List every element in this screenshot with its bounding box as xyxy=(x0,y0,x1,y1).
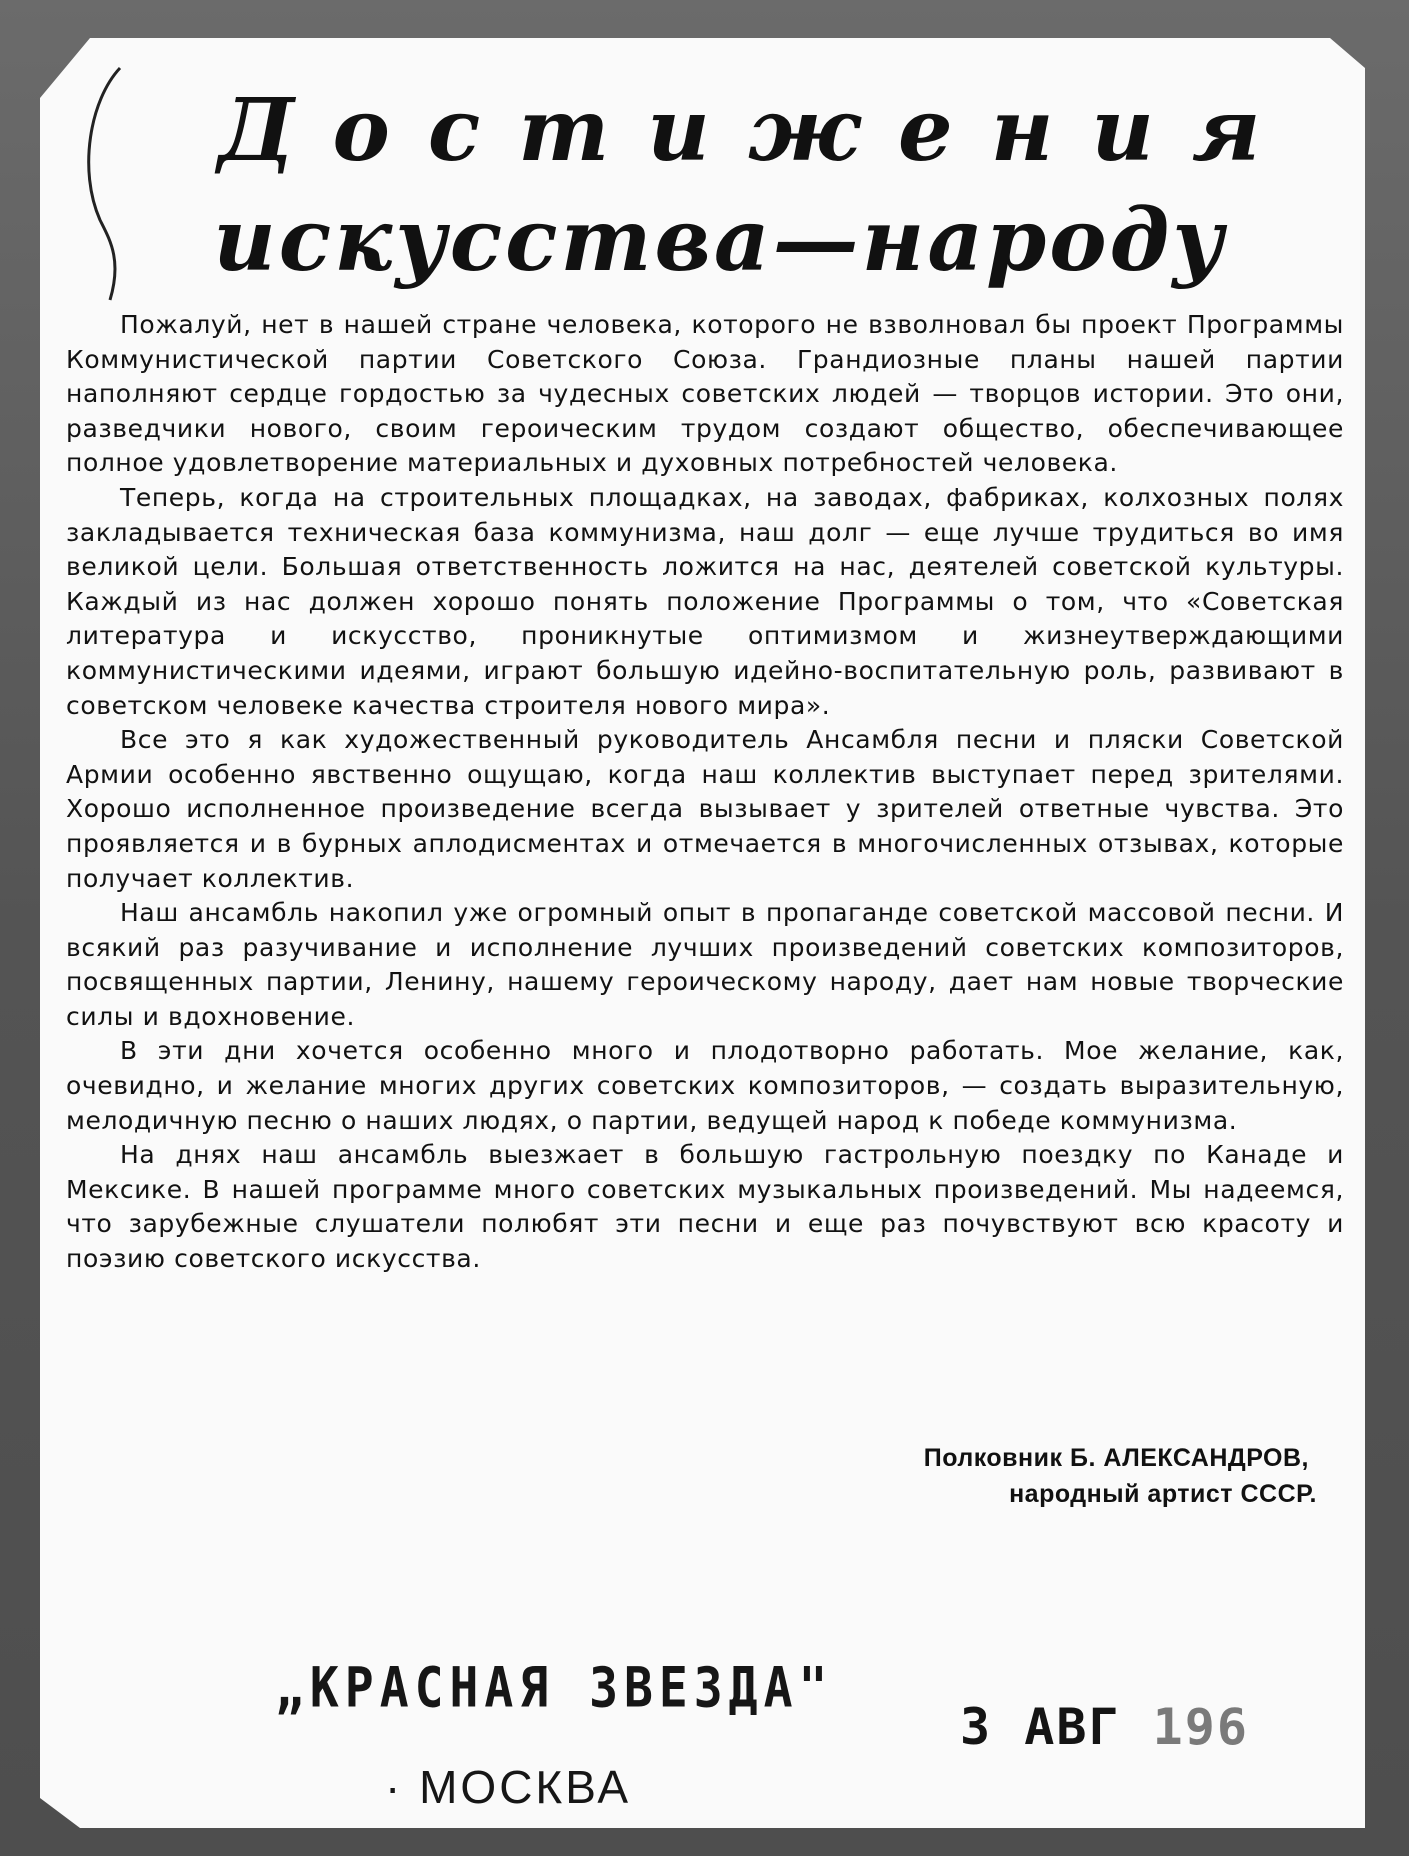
article-paragraph: Теперь, когда на строительных площадках, на заводах, фабриках, колхозных полях закладывается техническая база коммунизма, наш долг — еще лучше трудиться во имя великой цели. Большая ответственность ложится на нас, деятелей советской культуры. Каждый из нас должен хорошо понять положение Программы о том, что «Советская литература и искусство, проникнутые оптимизмом и жизнеутверждающими коммунистическими идеями, играют большую идейно-воспитательную роль, развивают в советском человеке качества строителя нового мира». xyxy=(66,482,1344,720)
city-stamp: · МОСКВА xyxy=(385,1761,632,1813)
newspaper-stamp: „КРАСНАЯ ЗВЕЗДА" xyxy=(275,1655,834,1721)
headline-line-1: Достижения xyxy=(218,80,1299,181)
author-title: народный артист СССР. xyxy=(1009,1480,1317,1508)
city-name: МОСКВА xyxy=(419,1761,632,1813)
article-body xyxy=(66,308,1344,1277)
article-paragraph: Наш ансамбль накопил уже огромный опыт в пропаганде советской массовой песни. И всякий раз разучивание и исполнение лучших произведений советских композиторов, посвященных партии, Ленину, нашему героическому народу, дает нам новые творческие силы и вдохновение. xyxy=(66,898,1344,1031)
date-stamp xyxy=(960,1698,1249,1756)
article-paragraph: В эти дни хочется особенно много и плодотворно работать. Мое желание, как, очевидно, и желание многих других советских композиторов, — создать выразительную, мелодичную песню о наших людях, о партии, ведущей народ к победе коммунизма. xyxy=(66,1036,1344,1135)
headline-line-2: искусства—народу xyxy=(213,190,1227,291)
article-paragraph: Пожалуй, нет в нашей стране человека, которого не взволновал бы проект Программы Коммунистической партии Советского Союза. Грандиозные планы нашей партии наполняют сердце гордостью за чудесных советских людей — творцов истории. Это они, разведчики нового, своим героическим трудом создают общество, обеспечивающее полное удовлетворение материальных и духовных потребностей человека. xyxy=(66,310,1344,478)
bracket-mark-icon xyxy=(70,60,130,310)
date-month: АВГ xyxy=(1024,1698,1121,1756)
article-paragraph: Все это я как художественный руководитель Ансамбля песни и пляски Советской Армии особенно явственно ощущаю, когда наш коллектив выступает перед зрителями. Хорошо исполненное произведение всегда вызывает у зрителей ответные чувства. Это проявляется и в бурных аплодисментах и отмечается в многочисленных отзывах, которые получает коллектив. xyxy=(66,725,1344,893)
article-paragraph: На днях наш ансамбль выезжает в большую гастрольную поездку по Канаде и Мексике. В нашей программе много советских музыкальных произведений. Мы надеемся, что зарубежные слушатели полюбят эти песни и еще раз почувствуют всю красоту и поэзию советского искусства. xyxy=(66,1140,1344,1274)
author-signature xyxy=(923,1440,1317,1512)
date-day: 3 xyxy=(960,1698,993,1756)
author-name: Полковник Б. АЛЕКСАНДРОВ, xyxy=(923,1444,1309,1472)
date-year: 196 xyxy=(1152,1698,1249,1756)
